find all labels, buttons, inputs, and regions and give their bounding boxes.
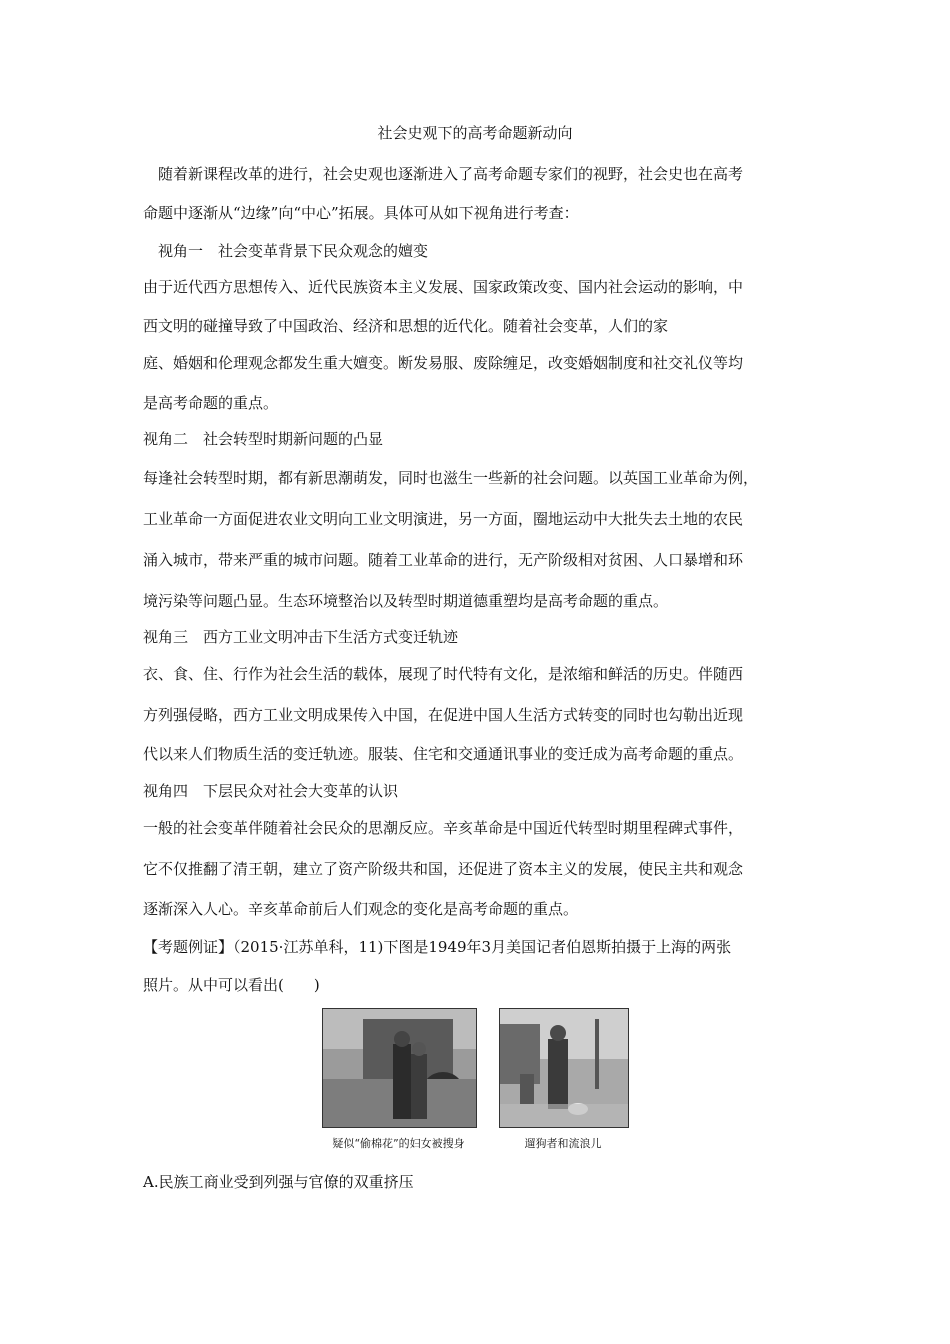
paragraph-line: 庭、婚姻和伦理观念都发生重大嬗变。断发易服、废除缠足，改变婚姻制度和社交礼仪等均 — [143, 354, 744, 372]
photo-caption: 遛狗者和流浪儿 — [524, 1137, 602, 1150]
paragraph-line: 是高考命题的重点。 — [143, 394, 279, 412]
paragraph-line: 逐渐深入人心。辛亥革命前后人们观念的变化是高考命题的重点。 — [143, 900, 579, 918]
document-title: 社会史观下的高考命题新动向 — [377, 124, 573, 142]
answer-option-a: A.民族工商业受到列强与官僚的双重挤压 — [143, 1173, 414, 1191]
paragraph-line: 涌入城市，带来严重的城市问题。随着工业革命的进行，无产阶级相对贫困、人口暴增和环 — [143, 551, 744, 569]
paragraph-line: 它不仅推翻了清王朝，建立了资产阶级共和国，还促进了资本主义的发展，使民主共和观念 — [143, 860, 744, 878]
photo-figure — [322, 1008, 632, 1158]
section-heading: 视角一 社会变革背景下民众观念的嬗变 — [158, 242, 429, 260]
paragraph-line: 代以来人们物质生活的变迁轨迹。服装、住宅和交通通讯事业的变迁成为高考命题的重点。 — [143, 745, 744, 763]
photo-dog-walker — [499, 1008, 629, 1128]
section-heading: 视角四 下层民众对社会大变革的认识 — [143, 782, 399, 800]
photo-woman-searched — [322, 1008, 477, 1128]
paragraph-line: 境污染等问题凸显。生态环境整治以及转型时期道德重塑均是高考命题的重点。 — [143, 592, 669, 610]
paragraph-line: 一般的社会变革伴随着社会民众的思潮反应。辛亥革命是中国近代转型时期里程碑式事件， — [143, 819, 744, 837]
exam-question: 【考题例证】（2015·江苏单科，11)下图是1949年3月美国记者伯恩斯拍摄于上海的两张 — [143, 938, 732, 956]
photo-caption: 疑似“偷棉花”的妇女被搜身 — [332, 1137, 465, 1150]
paragraph-line: 方列强侵略，西方工业文明成果传入中国，在促进中国人生活方式转变的同时也勾勒出近现 — [143, 706, 744, 724]
paragraph-line: 衣、食、住、行作为社会生活的载体，展现了时代特有文化，是浓缩和鲜活的历史。伴随西 — [143, 665, 744, 683]
section-heading: 视角二 社会转型时期新问题的凸显 — [143, 430, 384, 448]
paragraph-line: 随着新课程改革的进行，社会史观也逐渐进入了高考命题专家们的视野，社会史也在高考 — [158, 165, 744, 183]
paragraph-line: 西文明的碰撞导致了中国政治、经济和思想的近代化。随着社会变革，人们的家 — [143, 317, 669, 335]
section-heading: 视角三 西方工业文明冲击下生活方式变迁轨迹 — [143, 628, 459, 646]
paragraph-line: 每逢社会转型时期，都有新思潮萌发，同时也滋生一些新的社会问题。以英国工业革命为例， — [143, 469, 759, 487]
paragraph-line: 由于近代西方思想传入、近代民族资本主义发展、国家政策改变、国内社会运动的影响，中 — [143, 278, 744, 296]
paragraph-line: 工业革命一方面促进农业文明向工业文明演进，另一方面，圈地运动中大批失去土地的农民 — [143, 510, 744, 528]
exam-question-line: 照片。从中可以看出( ) — [143, 976, 320, 994]
paragraph-line: 命题中逐渐从“边缘”向“中心”拓展。具体可从如下视角进行考查： — [143, 204, 579, 222]
